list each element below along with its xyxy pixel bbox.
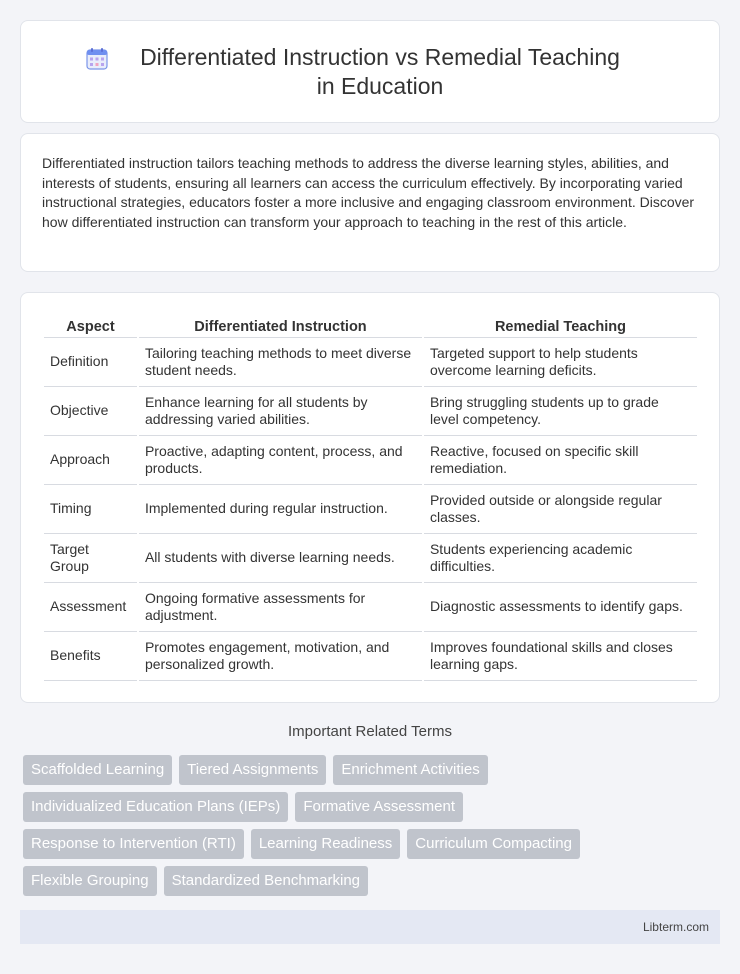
table-row [44,485,697,534]
aspect-cell: Benefits [44,632,137,681]
related-term-tag[interactable]: Flexible Grouping [23,866,157,896]
tag-row [23,829,723,859]
related-term-tag[interactable]: Response to Intervention (RTI) [23,829,244,859]
tag-row [23,792,723,822]
differentiated-cell: Implemented during regular instruction. [139,485,422,534]
related-terms-title: Important Related Terms [288,723,452,740]
related-term-tag[interactable]: Standardized Benchmarking [164,866,368,896]
column-header-differentiated: Differentiated Instruction [139,314,422,338]
table-row [44,338,697,387]
differentiated-cell: All students with diverse learning needs. [139,534,422,583]
tag-row [23,866,723,896]
remedial-cell: Reactive, focused on specific skill remediation. [424,436,697,485]
aspect-cell: Objective [44,387,137,436]
footer-brand-link[interactable]: Libterm.com [642,920,709,934]
related-term-tag[interactable]: Formative Assessment [295,792,463,822]
differentiated-cell: Promotes engagement, motivation, and personalized growth. [139,632,422,681]
related-term-tag[interactable]: Learning Readiness [251,829,400,859]
page-title: Differentiated Instruction vs Remedial Teaching in Education [140,44,620,99]
differentiated-cell: Ongoing formative assessments for adjustment. [139,583,422,632]
differentiated-cell: Enhance learning for all students by addressing varied abilities. [139,387,422,436]
related-term-tag[interactable]: Individualized Education Plans (IEPs) [23,792,288,822]
related-terms-list [23,755,723,903]
table-header-row [44,314,697,338]
aspect-cell: Timing [44,485,137,534]
table-row [44,583,697,632]
remedial-cell: Bring struggling students up to grade level competency. [424,387,697,436]
comparison-table-card [20,292,720,703]
aspect-cell: Approach [44,436,137,485]
comparison-table [42,314,699,681]
intro-card [20,133,720,272]
header-card [20,20,720,123]
differentiated-cell: Tailoring teaching methods to meet diverse student needs. [139,338,422,387]
related-term-tag[interactable]: Enrichment Activities [333,755,487,785]
aspect-cell: Assessment [44,583,137,632]
aspect-cell: Target Group [44,534,137,583]
intro-paragraph: Differentiated instruction tailors teaching methods to address the diverse learning styles, abilities, and interests of students, ensuring all learners can access the curriculum effectively. By incorporating varied instructional strategies, educators foster a more inclusive and engaging classroom environment. Discover how differentiated instruction can transform your approach to teaching in the rest of this article. [42,155,695,230]
differentiated-cell: Proactive, adapting content, process, and products. [139,436,422,485]
footer [20,910,720,944]
table-row [44,436,697,485]
related-term-tag[interactable]: Tiered Assignments [179,755,326,785]
remedial-cell: Students experiencing academic difficulties. [424,534,697,583]
aspect-cell: Definition [44,338,137,387]
remedial-cell: Provided outside or alongside regular classes. [424,485,697,534]
remedial-cell: Targeted support to help students overcome learning deficits. [424,338,697,387]
table-row [44,534,697,583]
remedial-cell: Improves foundational skills and closes learning gaps. [424,632,697,681]
tag-row [23,755,723,785]
column-header-aspect: Aspect [44,314,137,338]
table-row [44,387,697,436]
related-term-tag[interactable]: Scaffolded Learning [23,755,172,785]
table-row [44,632,697,681]
column-header-remedial: Remedial Teaching [424,314,697,338]
remedial-cell: Diagnostic assessments to identify gaps. [424,583,697,632]
related-term-tag[interactable]: Curriculum Compacting [407,829,580,859]
